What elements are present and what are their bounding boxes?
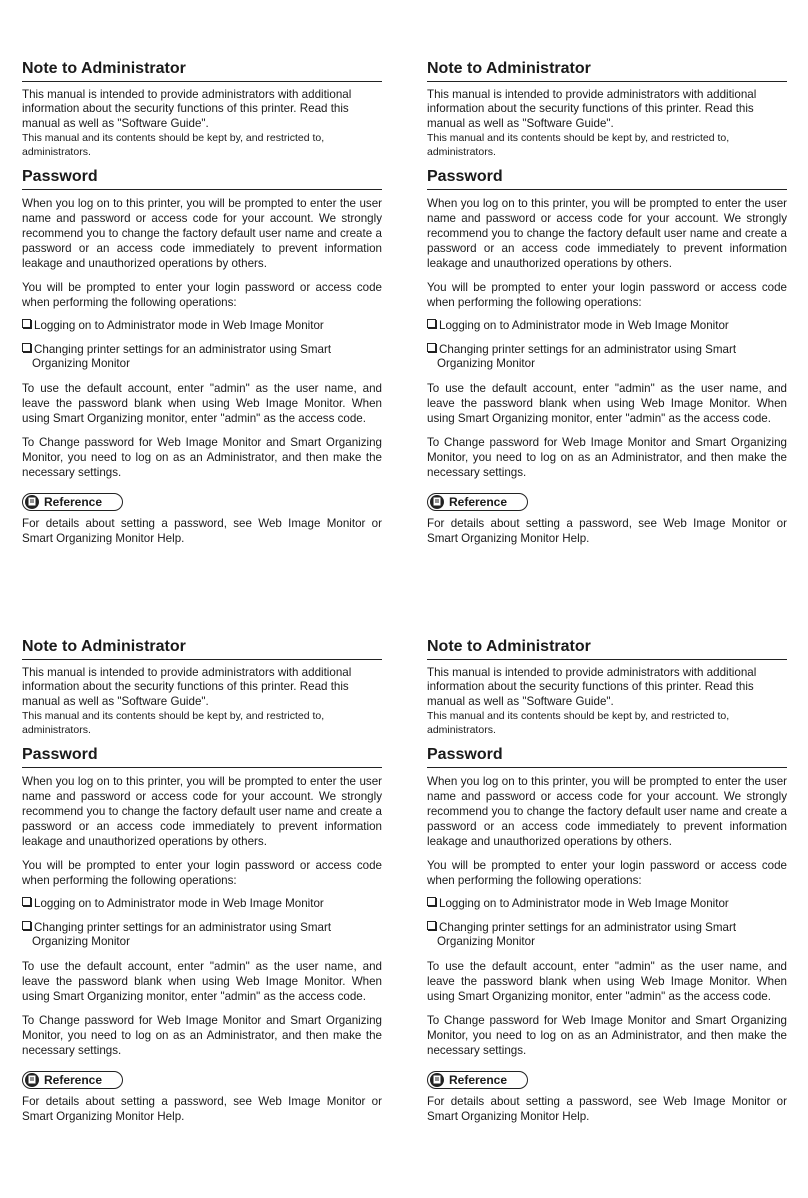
reference-text: For details about setting a password, see Web Image Monitor or Smart Organizing Monitor Help. — [22, 516, 382, 545]
reference-book-icon — [25, 1073, 39, 1087]
reference-book-icon — [430, 1073, 444, 1087]
password-heading: Password — [427, 745, 787, 768]
password-paragraph-2: You will be prompted to enter your login password or access code when performing the following operations: — [22, 281, 382, 310]
note-restriction: This manual and its contents should be kept by, and restricted to, administrators. — [22, 709, 325, 737]
password-heading: Password — [427, 167, 787, 190]
note-intro: This manual is intended to provide administrators with additional information about the security functions of this printer. Read this manual as well as "Software Guide". — [427, 88, 757, 130]
note-restriction: This manual and its contents should be kept by, and restricted to, administrators. — [22, 131, 325, 159]
note-heading: Note to Administrator — [22, 59, 382, 82]
reference-book-icon — [430, 495, 444, 509]
checkbox-bullet-icon — [427, 343, 436, 352]
reference-text: For details about setting a password, see Web Image Monitor or Smart Organizing Monitor Help. — [427, 1094, 787, 1123]
checkbox-bullet-icon — [22, 343, 31, 352]
note-intro: This manual is intended to provide administrators with additional information about the security functions of this printer. Read this manual as well as "Software Guide". — [22, 666, 352, 708]
reference-label: Reference — [22, 493, 123, 511]
checkbox-bullet-icon — [22, 897, 31, 906]
password-paragraph-3: To use the default account, enter "admin" as the user name, and leave the password blank when using Web Image Monitor. When using Smart Organizing monitor, enter "admin" as the access code. — [22, 381, 382, 425]
list-item: Logging on to Administrator mode in Web Image Monitor — [427, 897, 787, 912]
password-paragraph-3: To use the default account, enter "admin" as the user name, and leave the password blank when using Web Image Monitor. When using Smart Organizing monitor, enter "admin" as the access code. — [427, 381, 787, 425]
list-item: Changing printer settings for an administrator using Smart Organizing Monitor — [22, 343, 382, 372]
checkbox-bullet-icon — [22, 921, 31, 930]
note-intro: This manual is intended to provide administrators with additional information about the security functions of this printer. Read this manual as well as "Software Guide". — [427, 666, 757, 708]
checkbox-bullet-icon — [427, 319, 436, 328]
checkbox-bullet-icon — [22, 319, 31, 328]
manual-panel-bottom-left — [22, 637, 382, 1124]
password-paragraph-4: To Change password for Web Image Monitor and Smart Organizing Monitor, you need to log on as an Administrator, and then make the necessary settings. — [22, 1013, 382, 1057]
password-paragraph-1: When you log on to this printer, you will be prompted to enter the user name and password or access code for your account. We strongly recommend you to change the factory default user name and create a password or an access code immediately to prevent information leakage and unauthorized operations by others. — [22, 775, 382, 849]
reference-label: Reference — [22, 1071, 123, 1089]
list-item: Changing printer settings for an administrator using Smart Organizing Monitor — [22, 921, 382, 950]
password-heading: Password — [22, 745, 382, 768]
note-intro: This manual is intended to provide administrators with additional information about the security functions of this printer. Read this manual as well as "Software Guide". — [22, 88, 352, 130]
note-restriction: This manual and its contents should be kept by, and restricted to, administrators. — [427, 709, 730, 737]
password-paragraph-1: When you log on to this printer, you will be prompted to enter the user name and password or access code for your account. We strongly recommend you to change the factory default user name and create a password or an access code immediately to prevent information leakage and unauthorized operations by others. — [427, 775, 787, 849]
note-heading: Note to Administrator — [427, 637, 787, 660]
checkbox-bullet-icon — [427, 921, 436, 930]
password-paragraph-1: When you log on to this printer, you will be prompted to enter the user name and password or access code for your account. We strongly recommend you to change the factory default user name and create a password or an access code immediately to prevent information leakage and unauthorized operations by others. — [22, 197, 382, 271]
note-heading: Note to Administrator — [22, 637, 382, 660]
password-paragraph-4: To Change password for Web Image Monitor and Smart Organizing Monitor, you need to log on as an Administrator, and then make the necessary settings. — [427, 435, 787, 479]
password-paragraph-4: To Change password for Web Image Monitor and Smart Organizing Monitor, you need to log on as an Administrator, and then make the necessary settings. — [22, 435, 382, 479]
manual-panel-top-left — [22, 59, 382, 546]
manual-panel-top-right — [427, 59, 787, 546]
password-paragraph-3: To use the default account, enter "admin" as the user name, and leave the password blank when using Web Image Monitor. When using Smart Organizing monitor, enter "admin" as the access code. — [22, 959, 382, 1003]
password-paragraph-2: You will be prompted to enter your login password or access code when performing the following operations: — [427, 859, 787, 888]
reference-text: For details about setting a password, see Web Image Monitor or Smart Organizing Monitor Help. — [427, 516, 787, 545]
password-heading: Password — [22, 167, 382, 190]
reference-text: For details about setting a password, see Web Image Monitor or Smart Organizing Monitor Help. — [22, 1094, 382, 1123]
checkbox-bullet-icon — [427, 897, 436, 906]
list-item: Logging on to Administrator mode in Web Image Monitor — [22, 897, 382, 912]
list-item: Logging on to Administrator mode in Web Image Monitor — [22, 319, 382, 334]
password-paragraph-2: You will be prompted to enter your login password or access code when performing the following operations: — [427, 281, 787, 310]
password-paragraph-2: You will be prompted to enter your login password or access code when performing the following operations: — [22, 859, 382, 888]
list-item: Logging on to Administrator mode in Web Image Monitor — [427, 319, 787, 334]
list-item: Changing printer settings for an administrator using Smart Organizing Monitor — [427, 343, 787, 372]
list-item: Changing printer settings for an administrator using Smart Organizing Monitor — [427, 921, 787, 950]
password-paragraph-4: To Change password for Web Image Monitor and Smart Organizing Monitor, you need to log on as an Administrator, and then make the necessary settings. — [427, 1013, 787, 1057]
note-heading: Note to Administrator — [427, 59, 787, 82]
note-restriction: This manual and its contents should be kept by, and restricted to, administrators. — [427, 131, 730, 159]
reference-label: Reference — [427, 493, 528, 511]
manual-panel-bottom-right — [427, 637, 787, 1124]
reference-book-icon — [25, 495, 39, 509]
password-paragraph-3: To use the default account, enter "admin" as the user name, and leave the password blank when using Web Image Monitor. When using Smart Organizing monitor, enter "admin" as the access code. — [427, 959, 787, 1003]
reference-label: Reference — [427, 1071, 528, 1089]
password-paragraph-1: When you log on to this printer, you will be prompted to enter the user name and password or access code for your account. We strongly recommend you to change the factory default user name and create a password or an access code immediately to prevent information leakage and unauthorized operations by others. — [427, 197, 787, 271]
